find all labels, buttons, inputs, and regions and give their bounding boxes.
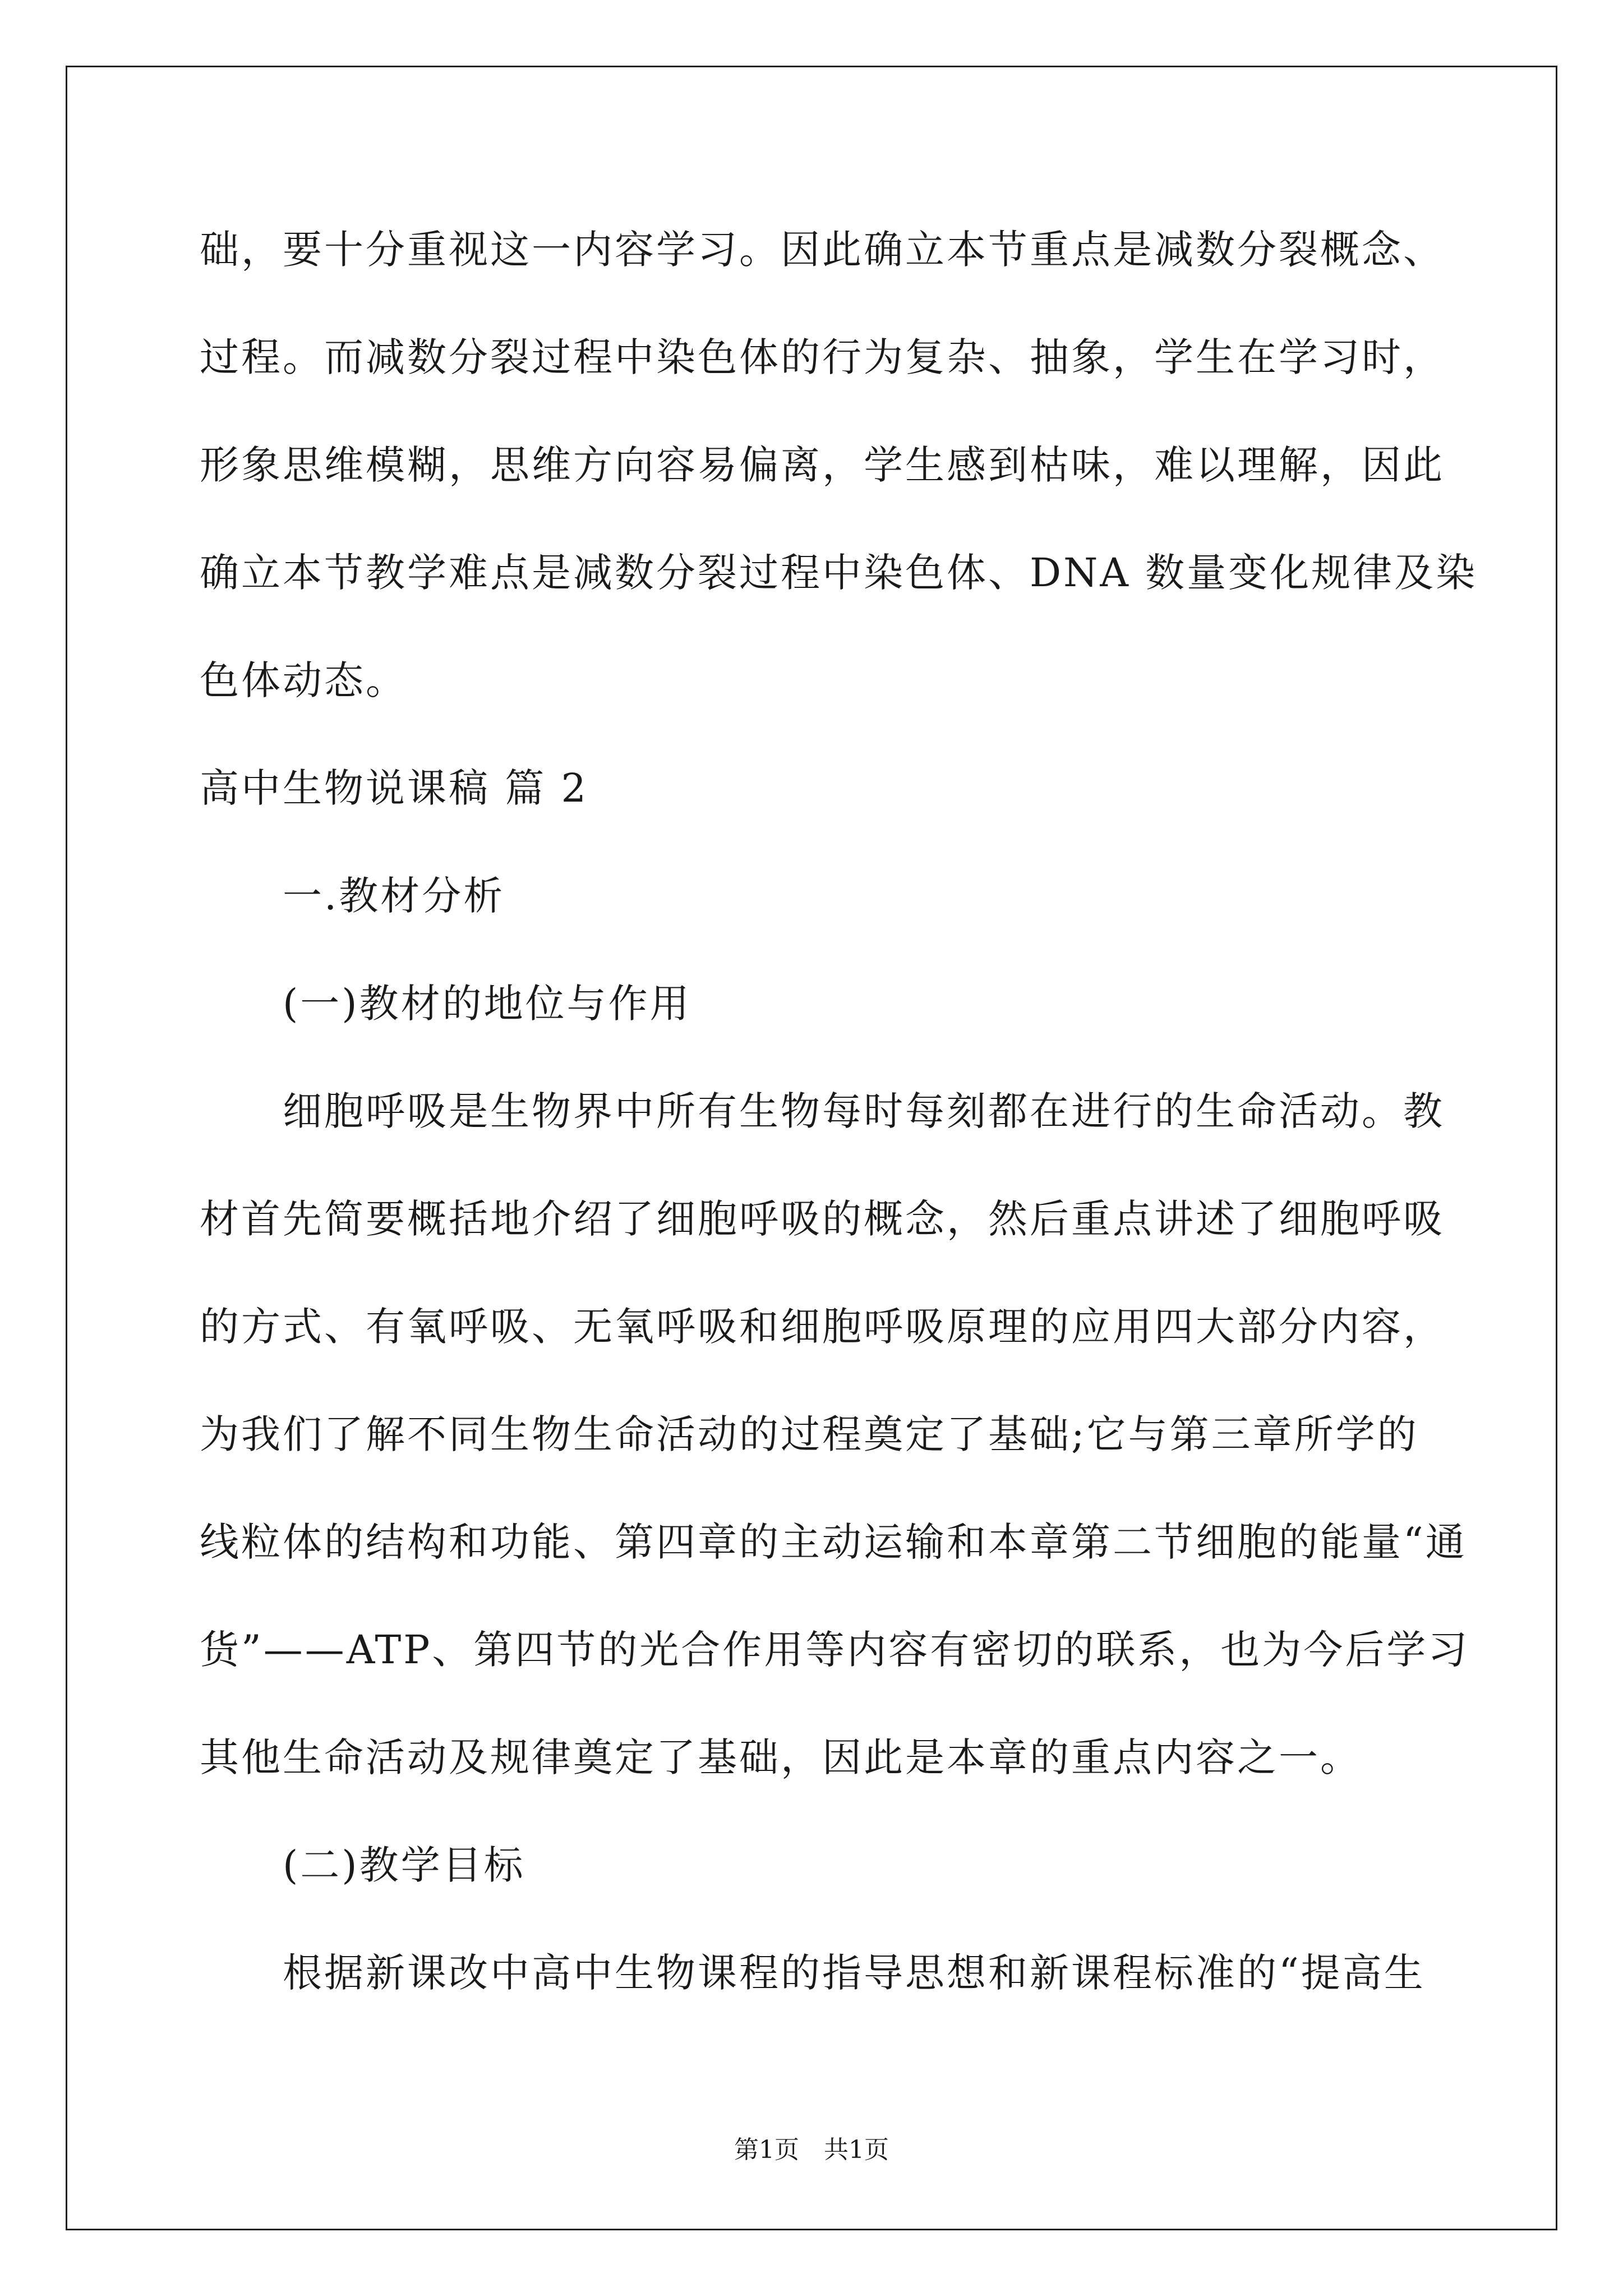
page-footer: 第1页 共1页 bbox=[734, 2136, 889, 2164]
section-title: 高中生物说课稿 篇 2 bbox=[200, 765, 589, 811]
text-line: 色体动态。 bbox=[200, 657, 407, 703]
subheading: (一)教材的地位与作用 bbox=[283, 981, 691, 1027]
text-line: 形象思维模糊，思维方向容易偏离，学生感到枯味，难以理解，因此 bbox=[200, 442, 1445, 488]
paragraph-line: 其他生命活动及规律奠定了基础，因此是本章的重点内容之一。 bbox=[200, 1734, 1362, 1780]
paragraph-line: 货”——ATP、第四节的光合作用等内容有密切的联系，也为今后学习 bbox=[200, 1627, 1470, 1673]
text-line: 础，要十分重视这一内容学习。因此确立本节重点是减数分裂概念、 bbox=[200, 227, 1445, 273]
page-border bbox=[66, 66, 1557, 2230]
paragraph-line: 为我们了解不同生物生命活动的过程奠定了基础;它与第三章所学的 bbox=[200, 1411, 1419, 1457]
paragraph-line: 根据新课改中高中生物课程的指导思想和新课程标准的“提高生 bbox=[283, 1950, 1426, 1996]
paragraph-line: 的方式、有氧呼吸、无氧呼吸和细胞呼吸原理的应用四大部分内容， bbox=[200, 1304, 1445, 1350]
paragraph-line: 线粒体的结构和功能、第四章的主动运输和本章第二节细胞的能量“通 bbox=[200, 1519, 1467, 1565]
text-line: 过程。而减数分裂过程中染色体的行为复杂、抽象，学生在学习时， bbox=[200, 334, 1445, 380]
subheading: (二)教学目标 bbox=[283, 1842, 525, 1888]
text-line: 确立本节教学难点是减数分裂过程中染色体、DNA 数量变化规律及染 bbox=[200, 550, 1478, 596]
paragraph-line: 细胞呼吸是生物界中所有生物每时每刻都在进行的生命活动。教 bbox=[283, 1088, 1445, 1134]
heading: 一.教材分析 bbox=[283, 873, 505, 919]
paragraph-line: 材首先简要概括地介绍了细胞呼吸的概念，然后重点讲述了细胞呼吸 bbox=[200, 1196, 1445, 1242]
